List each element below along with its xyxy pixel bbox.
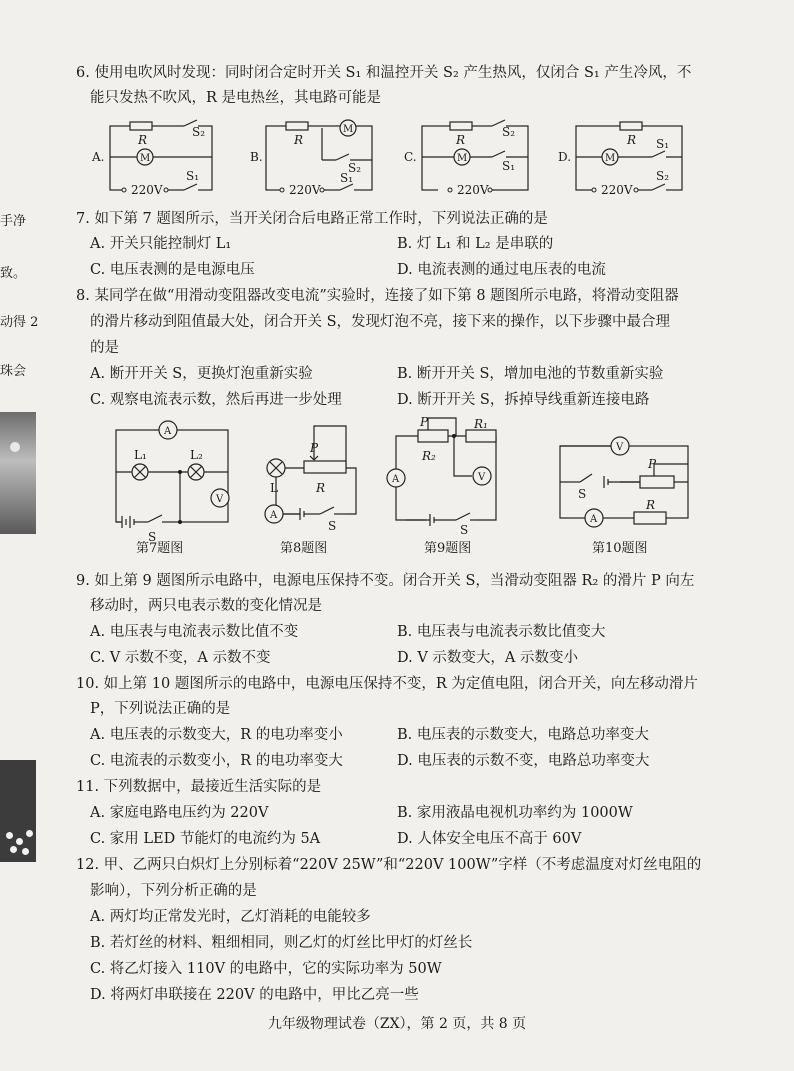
q8-option-b: B. 断开开关 S，增加电池的节数重新实验 bbox=[397, 366, 664, 382]
q8-option-c: C. 观察电流表示数，然后再进一步处理 bbox=[90, 392, 342, 408]
svg-text:220V: 220V bbox=[601, 183, 633, 197]
svg-text:P: P bbox=[310, 441, 319, 455]
q12-option-d: D. 将两灯串联接在 220V 的电路中，甲比乙亮一些 bbox=[90, 987, 419, 1003]
q10-option-b: B. 电压表的示数变大，电路总功率变大 bbox=[397, 727, 649, 743]
q11-option-a: A. 家庭电路电压约为 220V bbox=[90, 805, 269, 821]
svg-text:S: S bbox=[578, 487, 587, 501]
figure7-caption: 第7题图 bbox=[136, 541, 184, 556]
svg-text:M: M bbox=[140, 153, 151, 164]
svg-text:S: S bbox=[148, 530, 157, 544]
svg-text:S₁: S₁ bbox=[656, 137, 670, 151]
q9-stem-line1: 9. 如上第 9 题图所示电路中，电源电压保持不变。闭合开关 S，当滑动变阻器 R₂ 的滑片 P 向左 bbox=[76, 573, 695, 589]
svg-text:R: R bbox=[316, 481, 326, 495]
option-label: B. bbox=[250, 150, 263, 164]
margin-fragment: 手净 bbox=[0, 214, 27, 229]
svg-text:S₂: S₂ bbox=[348, 161, 362, 175]
svg-text:S: S bbox=[328, 519, 337, 533]
page-footer: 九年级物理试卷（ZX），第 2 页，共 8 页 bbox=[267, 1016, 527, 1032]
svg-text:R: R bbox=[627, 133, 637, 147]
margin-photo bbox=[0, 760, 36, 862]
svg-text:V: V bbox=[616, 442, 624, 453]
q7-stem: 7. 如下第 7 题图所示，当开关闭合后电路正常工作时，下列说法正确的是 bbox=[76, 211, 548, 227]
q11-option-c: C. 家用 LED 节能灯的电流约为 5A bbox=[90, 831, 321, 847]
q7-option-c: C. 电压表测的是电源电压 bbox=[90, 262, 255, 278]
circuit-figures bbox=[0, 416, 794, 561]
svg-text:R: R bbox=[138, 133, 148, 147]
svg-text:M: M bbox=[605, 153, 616, 164]
q11-option-d: D. 人体安全电压不高于 60V bbox=[397, 831, 582, 847]
q7-option-a: A. 开关只能控制灯 L₁ bbox=[90, 236, 232, 252]
q9-stem-line2: 移动时，两只电表示数的变化情况是 bbox=[90, 598, 322, 614]
q8-stem-line2: 的滑片移动到阻值最大处，闭合开关 S，发现灯泡不亮，接下来的操作，以下步骤中最合理 bbox=[90, 314, 671, 330]
margin-fragment: 珠会 bbox=[0, 364, 27, 379]
svg-text:220V: 220V bbox=[457, 183, 489, 197]
margin-fragment: 致。 bbox=[0, 266, 27, 281]
svg-text:S₂: S₂ bbox=[502, 125, 516, 139]
q12-option-b: B. 若灯丝的材料、粗细相同，则乙灯的灯丝比甲灯的灯丝长 bbox=[90, 935, 473, 951]
q8-stem-line1: 8. 某同学在做“用滑动变阻器改变电流”实验时，连接了如下第 8 题图所示电路，将滑动变阻器 bbox=[76, 288, 679, 304]
svg-text:A: A bbox=[164, 426, 172, 437]
q11-option-b: B. 家用液晶电视机功率约为 1000W bbox=[397, 805, 633, 821]
svg-text:R₁: R₁ bbox=[474, 417, 488, 431]
svg-text:R: R bbox=[646, 498, 656, 512]
svg-text:A: A bbox=[392, 474, 400, 485]
q8-option-d: D. 断开开关 S，拆掉导线重新连接电路 bbox=[397, 392, 650, 408]
option-label: A. bbox=[92, 150, 105, 164]
svg-text:S₁: S₁ bbox=[186, 169, 200, 183]
q12-stem-line2: 影响），下列分析正确的是 bbox=[90, 883, 257, 899]
q7-option-b: B. 灯 L₁ 和 L₂ 是串联的 bbox=[397, 236, 554, 252]
q6-stem-line1: 6. 使用电吹风时发现：同时闭合定时开关 S₁ 和温控开关 S₂ 产生热风，仅闭合 S₁ 产生冷风，不 bbox=[76, 65, 692, 81]
svg-text:220V: 220V bbox=[289, 183, 321, 197]
svg-text:P: P bbox=[648, 457, 657, 471]
q8-stem-line3: 的是 bbox=[90, 340, 119, 356]
q6-stem-line2: 能只发热不吹风，R 是电热丝，其电路可能是 bbox=[90, 90, 382, 106]
svg-text:L₂: L₂ bbox=[190, 448, 203, 462]
svg-text:S₂: S₂ bbox=[192, 125, 206, 139]
svg-text:V: V bbox=[216, 494, 224, 505]
svg-text:L: L bbox=[270, 481, 278, 495]
svg-text:P: P bbox=[420, 416, 429, 429]
margin-fragment: 动得 2 bbox=[0, 315, 39, 330]
svg-text:A: A bbox=[590, 514, 598, 525]
q12-stem-line1: 12. 甲、乙两只白炽灯上分别标着“220V 25W”和“220V 100W”字样（不考虑温度对灯丝电阻的 bbox=[76, 857, 702, 873]
q9-option-b: B. 电压表与电流表示数比值变大 bbox=[397, 624, 606, 640]
q8-option-a: A. 断开开关 S，更换灯泡重新实验 bbox=[90, 366, 313, 382]
svg-text:S₁: S₁ bbox=[340, 171, 354, 185]
q9-option-c: C. V 示数不变，A 示数不变 bbox=[90, 650, 271, 666]
svg-text:V: V bbox=[478, 472, 486, 483]
q10-option-c: C. 电流表的示数变小，R 的电功率变大 bbox=[90, 753, 343, 769]
q11-stem: 11. 下列数据中，最接近生活实际的是 bbox=[76, 779, 322, 795]
svg-text:S₂: S₂ bbox=[656, 169, 670, 183]
svg-text:R: R bbox=[456, 133, 466, 147]
svg-text:M: M bbox=[343, 124, 354, 135]
option-label: C. bbox=[404, 150, 417, 164]
q12-option-c: C. 将乙灯接入 110V 的电路中，它的实际功率为 50W bbox=[90, 961, 442, 977]
q10-option-a: A. 电压表的示数变大，R 的电功率变小 bbox=[90, 727, 343, 743]
q12-option-a: A. 两灯均正常发光时，乙灯消耗的电能较多 bbox=[90, 909, 371, 925]
option-label: D. bbox=[558, 150, 572, 164]
svg-text:A: A bbox=[270, 510, 278, 521]
q10-stem-line1: 10. 如上第 10 题图所示的电路中，电源电压保持不变，R 为定值电阻，闭合开关，向左移动滑片 bbox=[76, 676, 698, 692]
svg-text:R: R bbox=[294, 133, 304, 147]
figure8-caption: 第8题图 bbox=[280, 541, 328, 556]
q6-circuit-options bbox=[0, 112, 794, 202]
figure9-caption: 第9题图 bbox=[424, 541, 472, 556]
svg-text:M: M bbox=[457, 153, 468, 164]
q10-stem-line2: P，下列说法正确的是 bbox=[90, 701, 231, 717]
svg-text:S: S bbox=[460, 523, 469, 537]
q9-option-a: A. 电压表与电流表示数比值不变 bbox=[90, 624, 299, 640]
svg-text:L₁: L₁ bbox=[134, 448, 147, 462]
q9-option-d: D. V 示数变大，A 示数变小 bbox=[397, 650, 578, 666]
svg-text:220V: 220V bbox=[131, 183, 163, 197]
svg-text:R₂: R₂ bbox=[422, 449, 436, 463]
figure10-caption: 第10题图 bbox=[592, 541, 648, 556]
q10-option-d: D. 电压表的示数不变，电路总功率变大 bbox=[397, 753, 650, 769]
q7-option-d: D. 电流表测的通过电压表的电流 bbox=[397, 262, 606, 278]
svg-text:S₁: S₁ bbox=[502, 159, 516, 173]
